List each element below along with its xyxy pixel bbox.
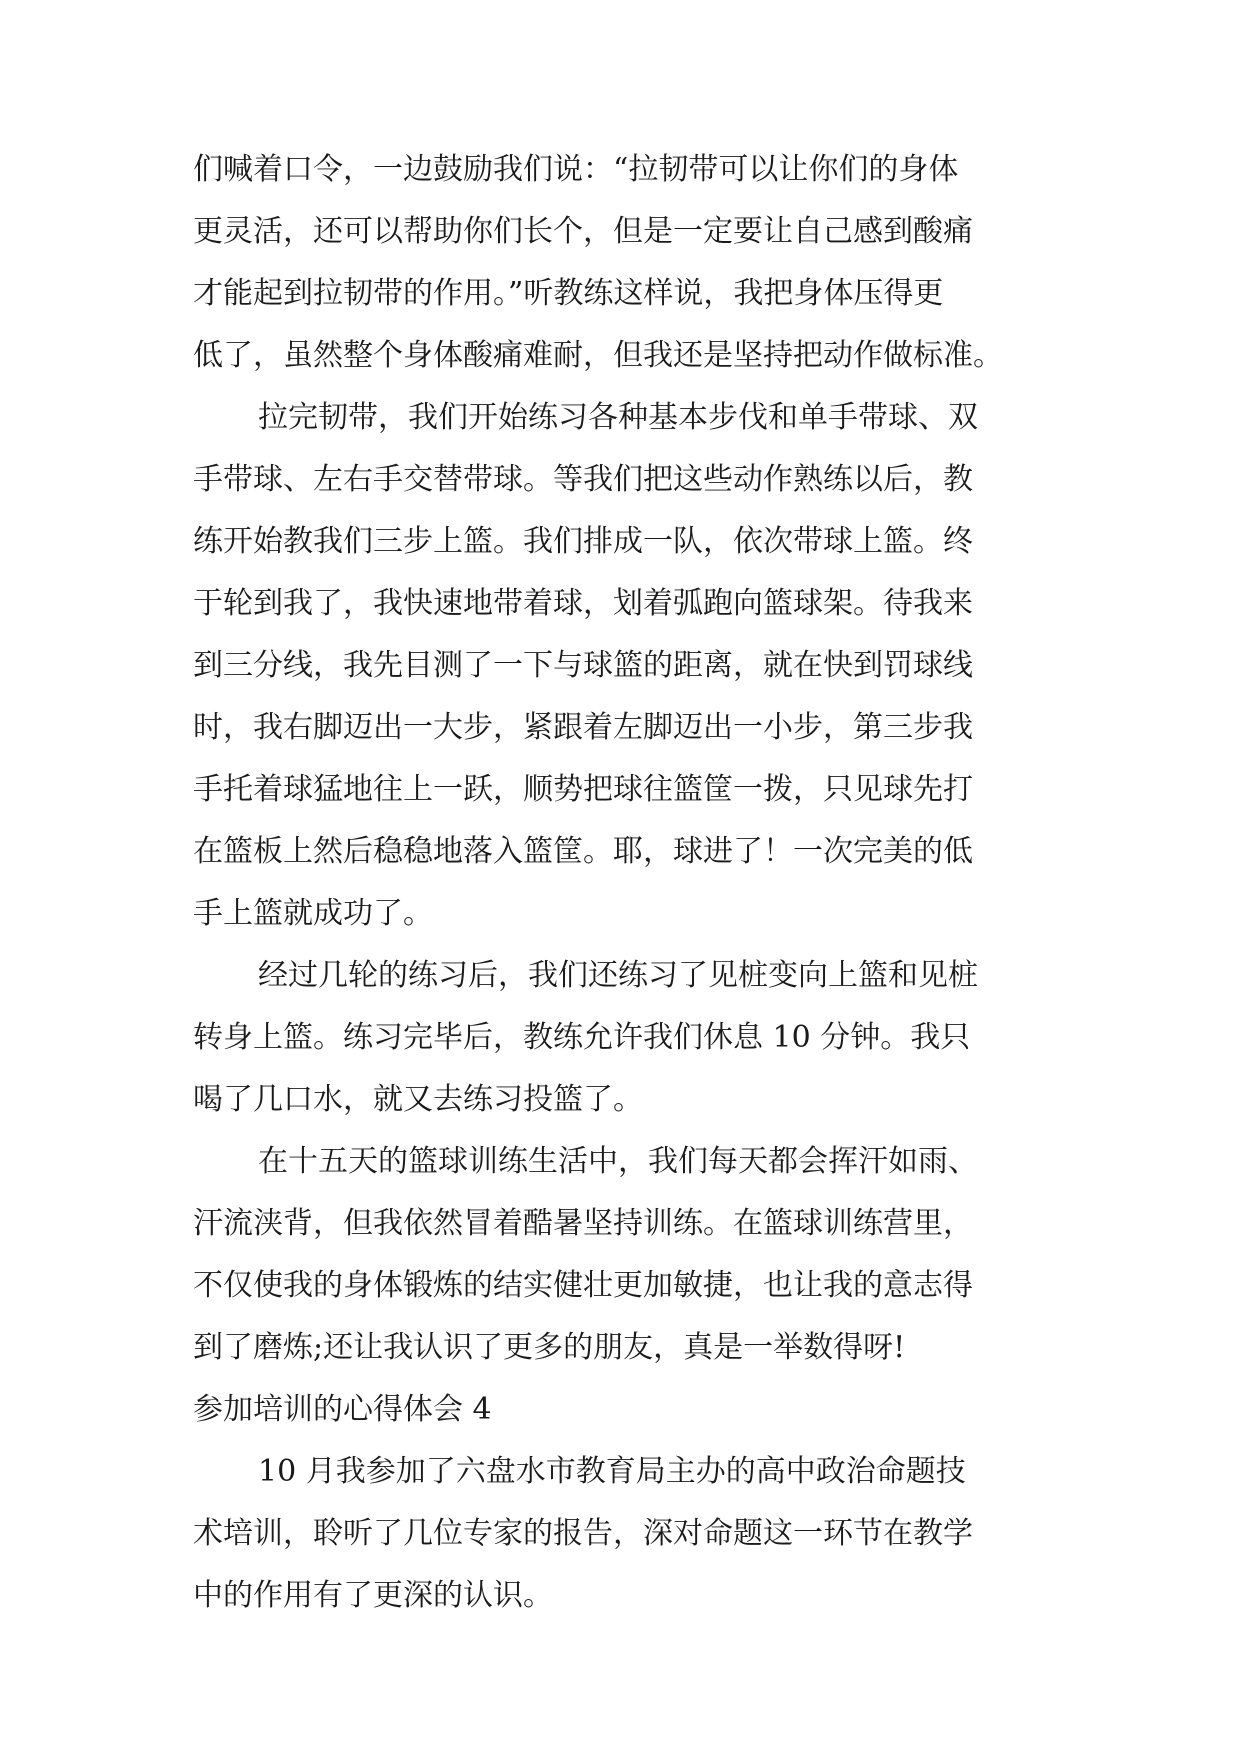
paragraph-1-line-3: 才能起到拉韧带的作用。”听教练这样说，我把身体压得更 [193, 276, 944, 311]
paragraph-2-line-6: 时，我右脚迈出一大步，紧跟着左脚迈出一小步，第三步我 [193, 710, 973, 745]
paragraph-4-line-4: 到了磨炼;还让我认识了更多的朋友，真是一举数得呀! [193, 1330, 906, 1365]
paragraph-1-line-2: 更灵活，还可以帮助你们长个，但是一定要让自己感到酸痛 [193, 214, 973, 249]
paragraph-2-line-7: 手托着球猛地往上一跃，顺势把球往篮筐一拨，只见球先打 [193, 772, 973, 807]
paragraph-4-line-1: 在十五天的篮球训练生活中，我们每天都会挥汗如雨、 [258, 1144, 978, 1179]
paragraph-4-line-2: 汗流浃背，但我依然冒着酷暑坚持训练。在篮球训练营里， [193, 1206, 973, 1241]
paragraph-2-line-3: 练开始教我们三步上篮。我们排成一队，依次带球上篮。终 [193, 524, 973, 559]
paragraph-2-line-8: 在篮板上然后稳稳地落入篮筐。耶，球进了！一次完美的低 [193, 834, 973, 869]
paragraph-2-line-9: 手上篮就成功了。 [193, 896, 433, 931]
paragraph-3-line-1: 经过几轮的练习后，我们还练习了见桩变向上篮和见桩 [258, 958, 978, 993]
paragraph-2-line-1: 拉完韧带，我们开始练习各种基本步伐和单手带球、双 [258, 400, 978, 435]
section-paragraph-line-1: 10 月我参加了六盘水市教育局主办的高中政治命题技 [258, 1454, 966, 1489]
paragraph-3-line-3: 喝了几口水，就又去练习投篮了。 [193, 1082, 643, 1117]
paragraph-1-line-4: 低了，虽然整个身体酸痛难耐，但我还是坚持把动作做标准。 [193, 338, 1003, 373]
paragraph-2-line-4: 于轮到我了，我快速地带着球，划着弧跑向篮球架。待我来 [193, 586, 973, 621]
section-title: 参加培训的心得体会 4 [193, 1392, 492, 1427]
section-paragraph-line-3: 中的作用有了更深的认识。 [193, 1578, 553, 1613]
paragraph-2-line-5: 到三分线，我先目测了一下与球篮的距离，就在快到罚球线 [193, 648, 973, 683]
section-paragraph-line-2: 术培训，聆听了几位专家的报告，深对命题这一环节在教学 [193, 1516, 973, 1551]
paragraph-2-line-2: 手带球、左右手交替带球。等我们把这些动作熟练以后，教 [193, 462, 973, 497]
paragraph-3-line-2: 转身上篮。练习完毕后，教练允许我们休息 10 分钟。我只 [193, 1020, 971, 1055]
paragraph-1-line-1: 们喊着口令，一边鼓励我们说：“拉韧带可以让你们的身体 [193, 152, 959, 187]
paragraph-4-line-3: 不仅使我的身体锻炼的结实健壮更加敏捷，也让我的意志得 [193, 1268, 973, 1303]
